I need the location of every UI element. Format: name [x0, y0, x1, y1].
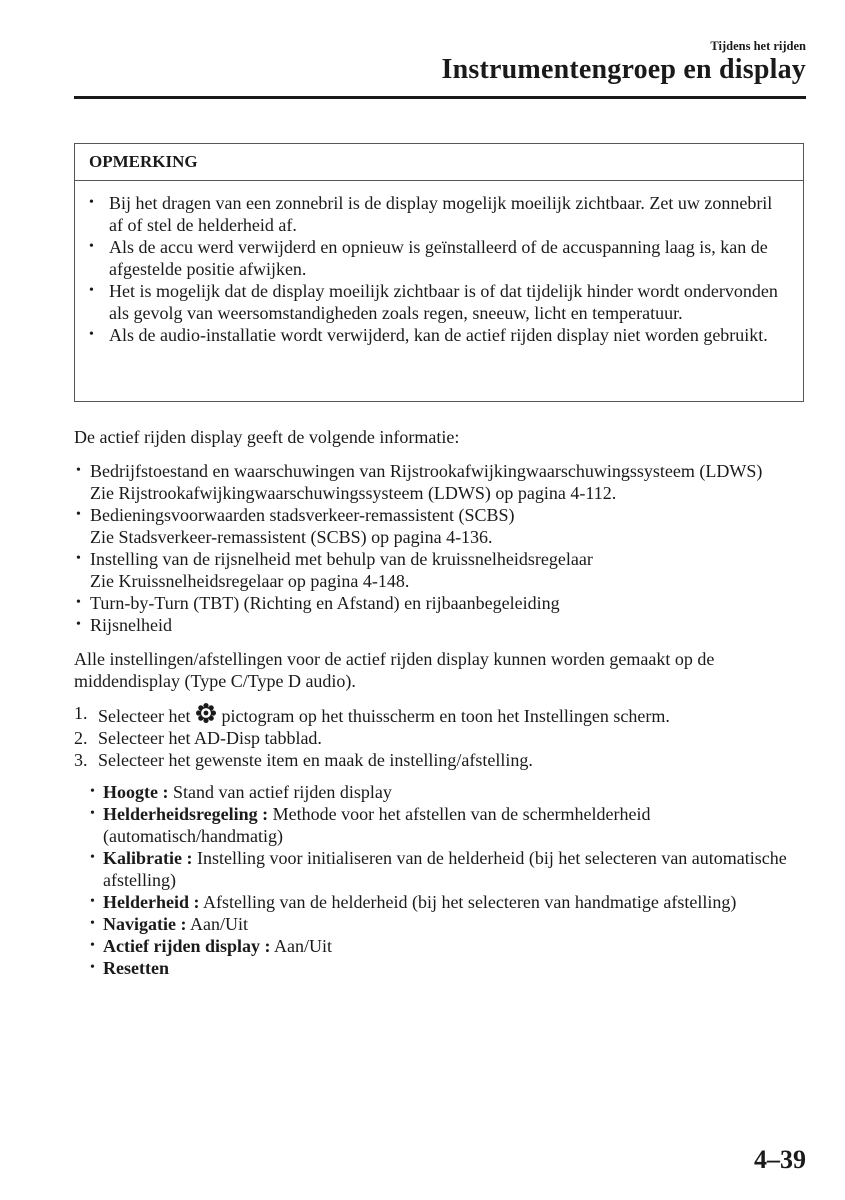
step-item [74, 727, 806, 749]
note-item: • Bij het dragen van een zonnebril is de display mogelijk moeilijk zichtbaar. Zet uw zonnebril af of stel de helderheid af. [89, 192, 783, 236]
info-item [74, 614, 806, 636]
option-item [90, 957, 806, 979]
page-title: Instrumentengroep en display [441, 54, 806, 85]
settings-gear-icon [195, 702, 217, 724]
option-label: Hoogte : [103, 782, 169, 802]
option-desc: Aan/Uit [190, 914, 248, 934]
step-item [74, 749, 806, 771]
intro-text: De actief rijden display geeft de volgende informatie: [74, 427, 460, 447]
note-item: • Als de audio-installatie wordt verwijderd, kan de actief rijden display niet worden gebruikt. [89, 324, 783, 346]
info-item-ref: Zie Rijstrookafwijkingwaarschuwingssysteem (LDWS) op pagina 4-112. [90, 483, 617, 503]
step-text: Selecteer het gewenste item en maak de instelling/afstelling. [98, 750, 533, 770]
settings-paragraph: Alle instellingen/afstellingen voor de actief rijden display kunnen worden gemaakt op de middendisplay (Type C/Type D audio). [74, 649, 715, 691]
option-item [90, 913, 806, 935]
option-label: Helderheid : [103, 892, 200, 912]
option-label: Helderheidsregeling : [103, 804, 269, 824]
info-item [74, 460, 806, 504]
section-label: Tijdens het rijden [710, 39, 806, 53]
info-item-text: Turn-by-Turn (TBT) (Richting en Afstand) en rijbaanbegeleiding [90, 593, 560, 613]
page-number: 4–39 [754, 1145, 806, 1174]
option-item [90, 891, 806, 913]
step-text-after: pictogram op het thuisscherm en toon het Instellingen scherm. [221, 706, 670, 726]
option-label: Resetten [103, 958, 169, 978]
info-item-ref: Zie Kruissnelheidsregelaar op pagina 4-148. [90, 571, 410, 591]
option-label: Kalibratie : [103, 848, 193, 868]
info-item-text: Bedrijfstoestand en waarschuwingen van Rijstrookafwijkingwaarschuwingssysteem (LDWS) [90, 461, 763, 481]
info-list [74, 460, 806, 636]
step-item [74, 702, 806, 727]
step-text-before: Selecteer het [98, 706, 191, 726]
option-label: Navigatie : [103, 914, 187, 934]
info-item-ref: Zie Stadsverkeer-remassistent (SCBS) op pagina 4-136. [90, 527, 493, 547]
option-desc: Stand van actief rijden display [172, 782, 392, 802]
note-item: • Als de accu werd verwijderd en opnieuw is geïnstalleerd of de accuspanning laag is, kan de afgestelde positie afwijken. [89, 236, 783, 280]
note-box [74, 143, 804, 402]
step-text: Selecteer het AD-Disp tabblad. [98, 728, 322, 748]
option-label: Actief rijden display : [103, 936, 271, 956]
info-item [74, 504, 806, 548]
option-item [90, 803, 806, 847]
option-item [90, 935, 806, 957]
steps-list [74, 702, 806, 771]
options-list [74, 781, 806, 979]
option-desc: Instelling voor initialiseren van de helderheid (bij het selecteren van automatische afstelling) [103, 848, 787, 890]
note-item: • Het is mogelijk dat de display moeilijk zichtbaar is of dat tijdelijk hinder wordt ondervonden als gevolg van weersomstandigheden zoals regen, sneeuw, licht en temperatuur. [89, 280, 783, 324]
header-rule [74, 96, 806, 99]
info-item-text: Rijsnelheid [90, 615, 172, 635]
option-desc: Aan/Uit [274, 936, 332, 956]
option-item [90, 781, 806, 803]
note-heading: OPMERKING [75, 144, 803, 181]
info-item-text: Bedieningsvoorwaarden stadsverkeer-remassistent (SCBS) [90, 505, 515, 525]
option-desc: Afstelling van de helderheid (bij het selecteren van handmatige afstelling) [203, 892, 737, 912]
main-content [74, 426, 806, 979]
info-item-text: Instelling van de rijsnelheid met behulp van de kruissnelheidsregelaar [90, 549, 593, 569]
option-desc: Methode voor het afstellen van de schermhelderheid (automatisch/handmatig) [103, 804, 651, 846]
step-number: 2. [74, 728, 88, 748]
info-item [74, 548, 806, 592]
note-list [75, 181, 803, 346]
option-item [90, 847, 806, 891]
step-number: 1. [74, 703, 88, 723]
step-number: 3. [74, 750, 88, 770]
info-item [74, 592, 806, 614]
